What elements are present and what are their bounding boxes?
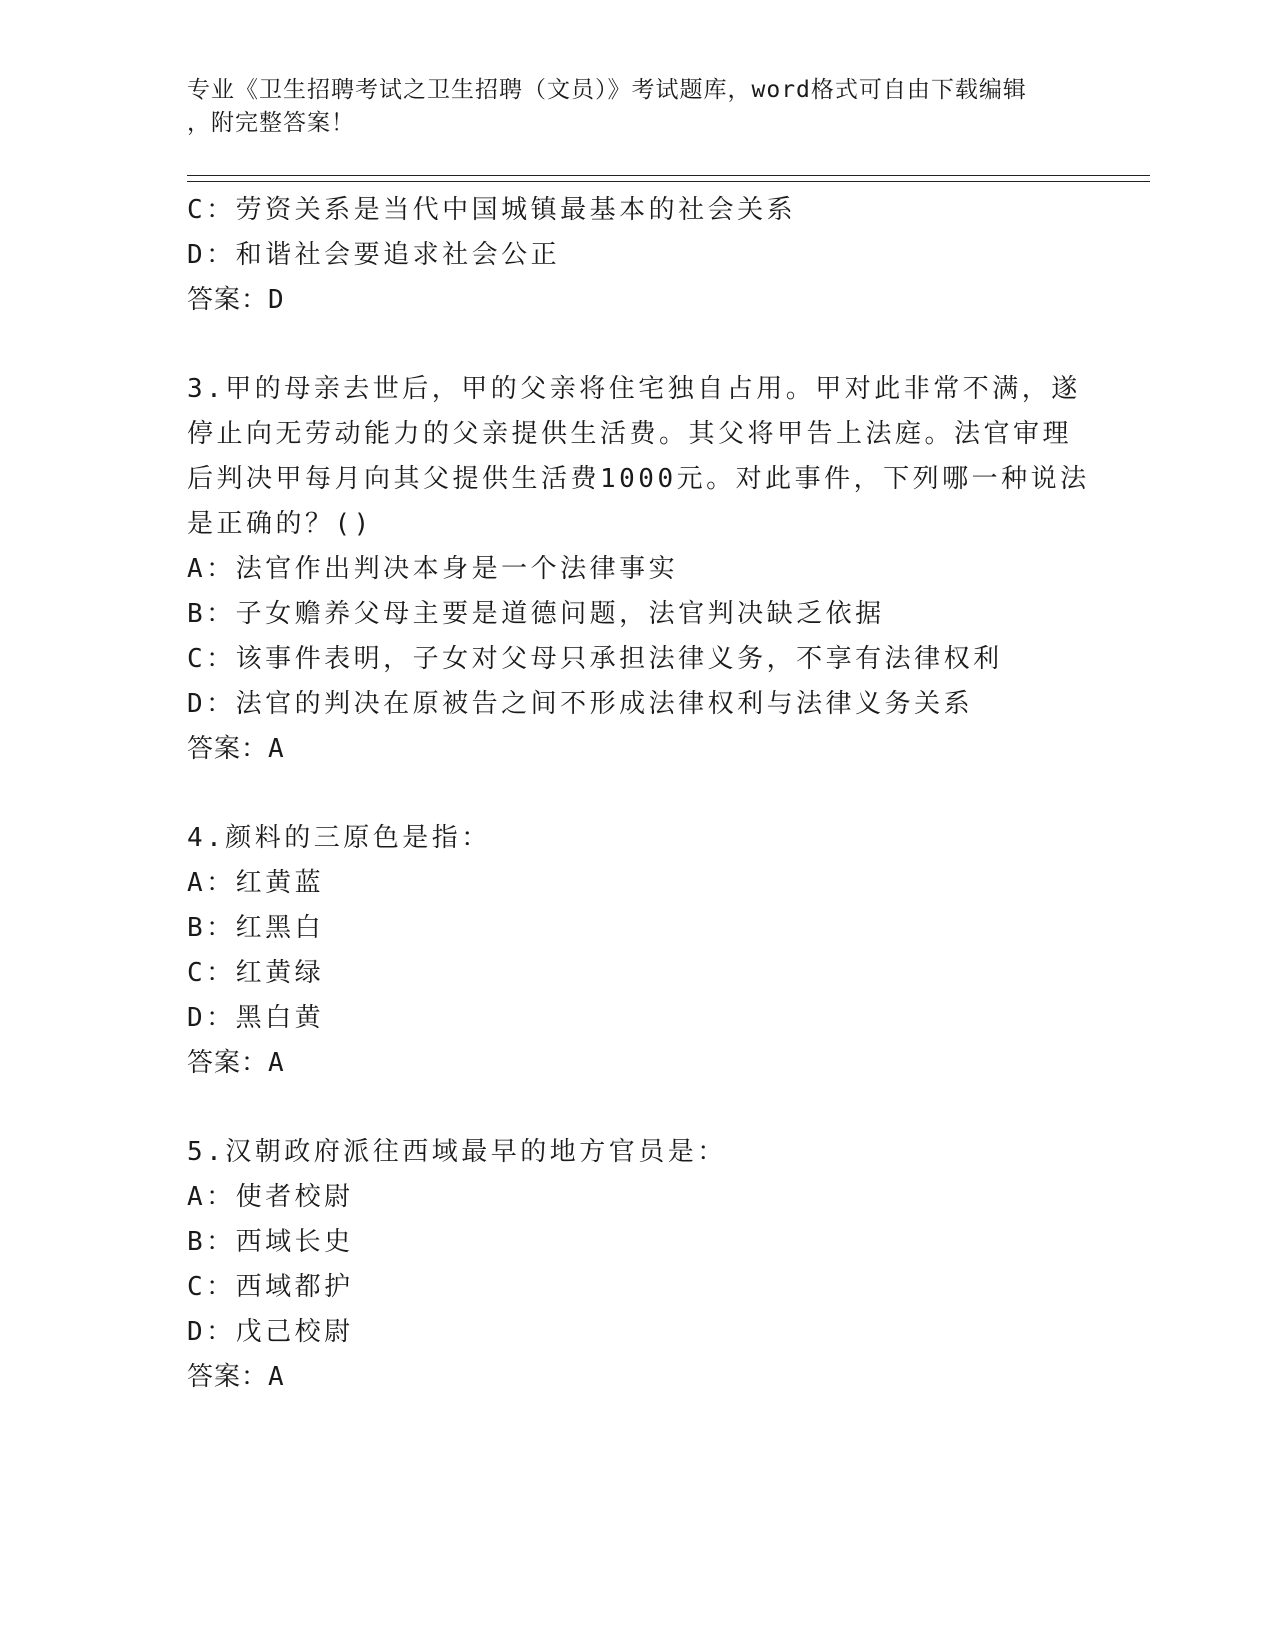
answer-line: 答案：A [187,1362,285,1392]
question-block-3 [187,367,1090,772]
question-list [187,188,1090,1400]
question-text-line: 4.颜料的三原色是指： [187,823,491,853]
option-b: B：西域长史 [187,1227,354,1257]
header-divider-bottom [187,181,1150,182]
option-d: D：法官的判决在原被告之间不形成法律权利与法律义务关系 [187,689,974,719]
question-block-2-tail [187,188,1087,323]
option-b: B：红黑白 [187,913,325,943]
header-divider-top [187,175,1150,176]
answer-line: 答案：A [187,734,285,764]
option-b: B：子女赡养父母主要是道德问题，法官判决缺乏依据 [187,599,885,629]
answer-line: 答案：A [187,1048,285,1078]
option-a: A：使者校尉 [187,1182,354,1212]
option-c: C：该事件表明，子女对父母只承担法律义务，不享有法律权利 [187,644,1003,674]
option-c: C：红黄绿 [187,958,325,988]
header-line-2: ，附完整答案！ [187,110,355,136]
question-text-line: 是正确的？() [187,509,373,539]
question-text-line: 后判决甲每月向其父提供生活费1000元。对此事件，下列哪一种说法 [187,464,1090,494]
question-block-5 [187,1130,1087,1400]
option-d: D：戊己校尉 [187,1317,354,1347]
question-text-line: 3.甲的母亲去世后，甲的父亲将住宅独自占用。甲对此非常不满，遂 [187,374,1081,404]
document-header [187,74,1067,140]
question-text-line: 停止向无劳动能力的父亲提供生活费。其父将甲告上法庭。法官审理 [187,419,1073,449]
question-block-4 [187,816,1087,1086]
option-d: D：黑白黄 [187,1003,325,1033]
option-a: A：红黄蓝 [187,868,325,898]
question-text-line: 5.汉朝政府派往西域最早的地方官员是： [187,1137,727,1167]
header-line-1: 专业《卫生招聘考试之卫生招聘（文员）》考试题库，word格式可自由下载编辑 [187,77,1027,103]
answer-line: 答案：D [187,285,285,315]
option-d: D：和谐社会要追求社会公正 [187,240,561,270]
option-c: C：劳资关系是当代中国城镇最基本的社会关系 [187,195,797,225]
option-c: C：西域都护 [187,1272,354,1302]
option-a: A：法官作出判决本身是一个法律事实 [187,554,679,584]
